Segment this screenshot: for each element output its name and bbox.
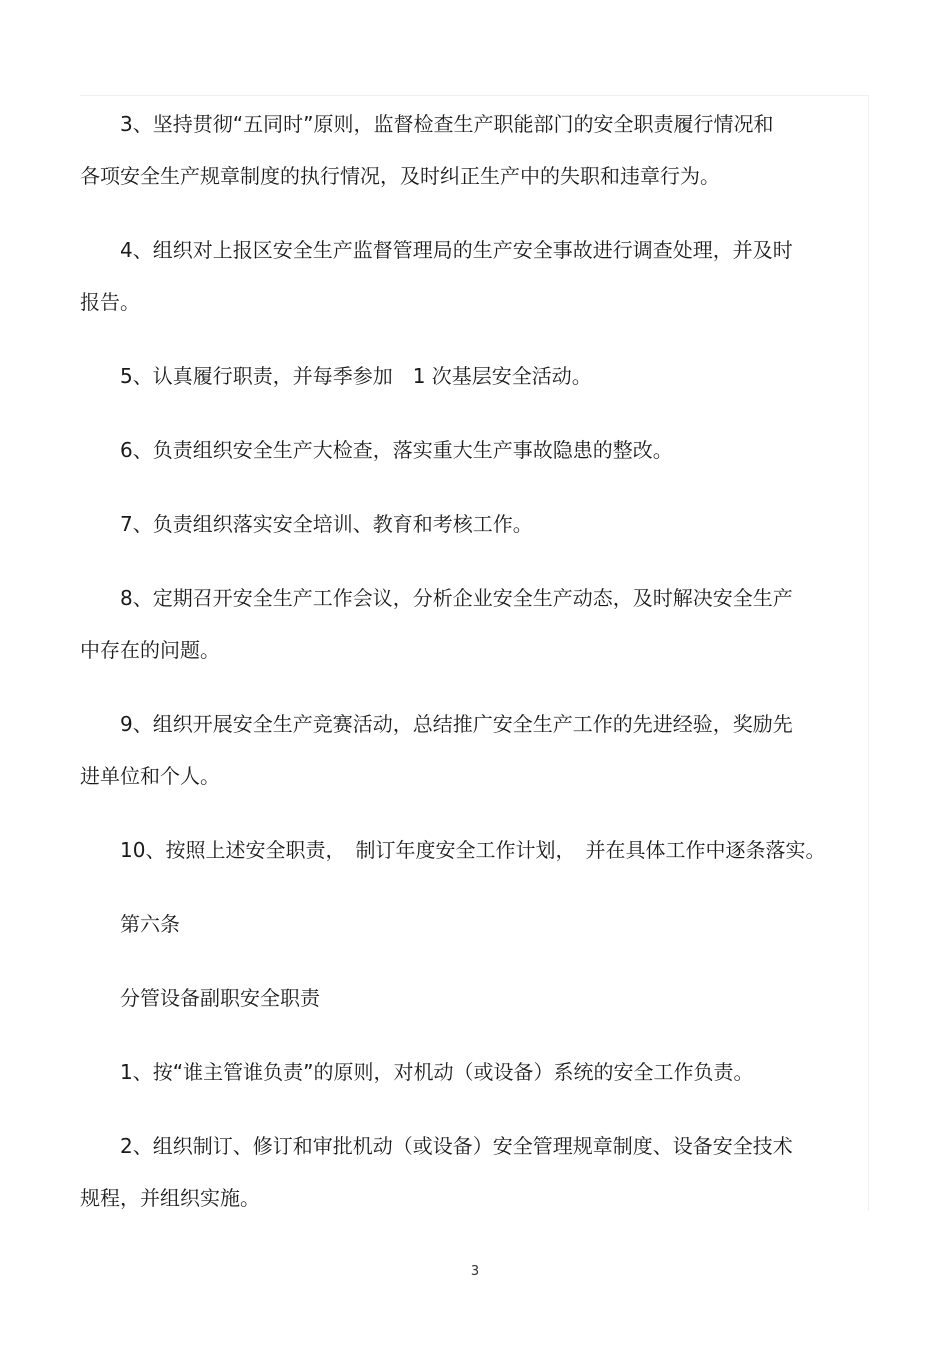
paragraph-item-9 bbox=[80, 698, 850, 802]
paragraph-line: 报告。 bbox=[80, 290, 140, 314]
paragraph-item-10 bbox=[80, 824, 850, 876]
paragraph-line: 中存在的问题。 bbox=[80, 638, 220, 662]
document-body bbox=[80, 98, 850, 1224]
paragraph-item-6 bbox=[80, 424, 850, 476]
paragraph-line: 进单位和个人。 bbox=[80, 764, 220, 788]
paragraph-line: 分管设备副职安全职责 bbox=[120, 986, 320, 1010]
paragraph-line: 7、负责组织落实安全培训、教育和考核工作。 bbox=[120, 512, 533, 536]
section-subtitle bbox=[80, 972, 850, 1024]
section-heading bbox=[80, 898, 850, 950]
paragraph-line: 各项安全生产规章制度的执行情况，及时纠正生产中的失职和违章行为。 bbox=[80, 164, 720, 188]
paragraph-line: 1、按“谁主管谁负责”的原则，对机动（或设备）系统的安全工作负责。 bbox=[120, 1060, 754, 1084]
paragraph-item-7 bbox=[80, 498, 850, 550]
paragraph-line: 10、按照上述安全职责， 制订年度安全工作计划， 并在具体工作中逐条落实。 bbox=[120, 838, 826, 862]
page-number: 3 bbox=[470, 1264, 480, 1279]
paragraph-line: 8、定期召开安全生产工作会议，分析企业安全生产动态，及时解决安全生产 bbox=[120, 586, 793, 610]
paragraph-line: 3、坚持贯彻“五同时”原则，监督检查生产职能部门的安全职责履行情况和 bbox=[120, 112, 774, 136]
paragraph-item-2 bbox=[80, 1120, 850, 1224]
paragraph-item-8 bbox=[80, 572, 850, 676]
paragraph-item-1 bbox=[80, 1046, 850, 1098]
paragraph-item-5 bbox=[80, 350, 850, 402]
paragraph-item-3 bbox=[80, 98, 850, 202]
paragraph-line: 规程，并组织实施。 bbox=[80, 1186, 260, 1210]
paragraph-line: 第六条 bbox=[120, 912, 180, 936]
paragraph-line: 5、认真履行职责，并每季参加 1 次基层安全活动。 bbox=[120, 364, 592, 388]
paragraph-line: 6、负责组织安全生产大检查，落实重大生产事故隐患的整改。 bbox=[120, 438, 673, 462]
paragraph-item-4 bbox=[80, 224, 850, 328]
paragraph-line: 2、组织制订、修订和审批机动（或设备）安全管理规章制度、设备安全技术 bbox=[120, 1134, 793, 1158]
paragraph-line: 4、组织对上报区安全生产监督管理局的生产安全事故进行调查处理，并及时 bbox=[120, 238, 793, 262]
paragraph-line: 9、组织开展安全生产竞赛活动，总结推广安全生产工作的先进经验，奖励先 bbox=[120, 712, 793, 736]
